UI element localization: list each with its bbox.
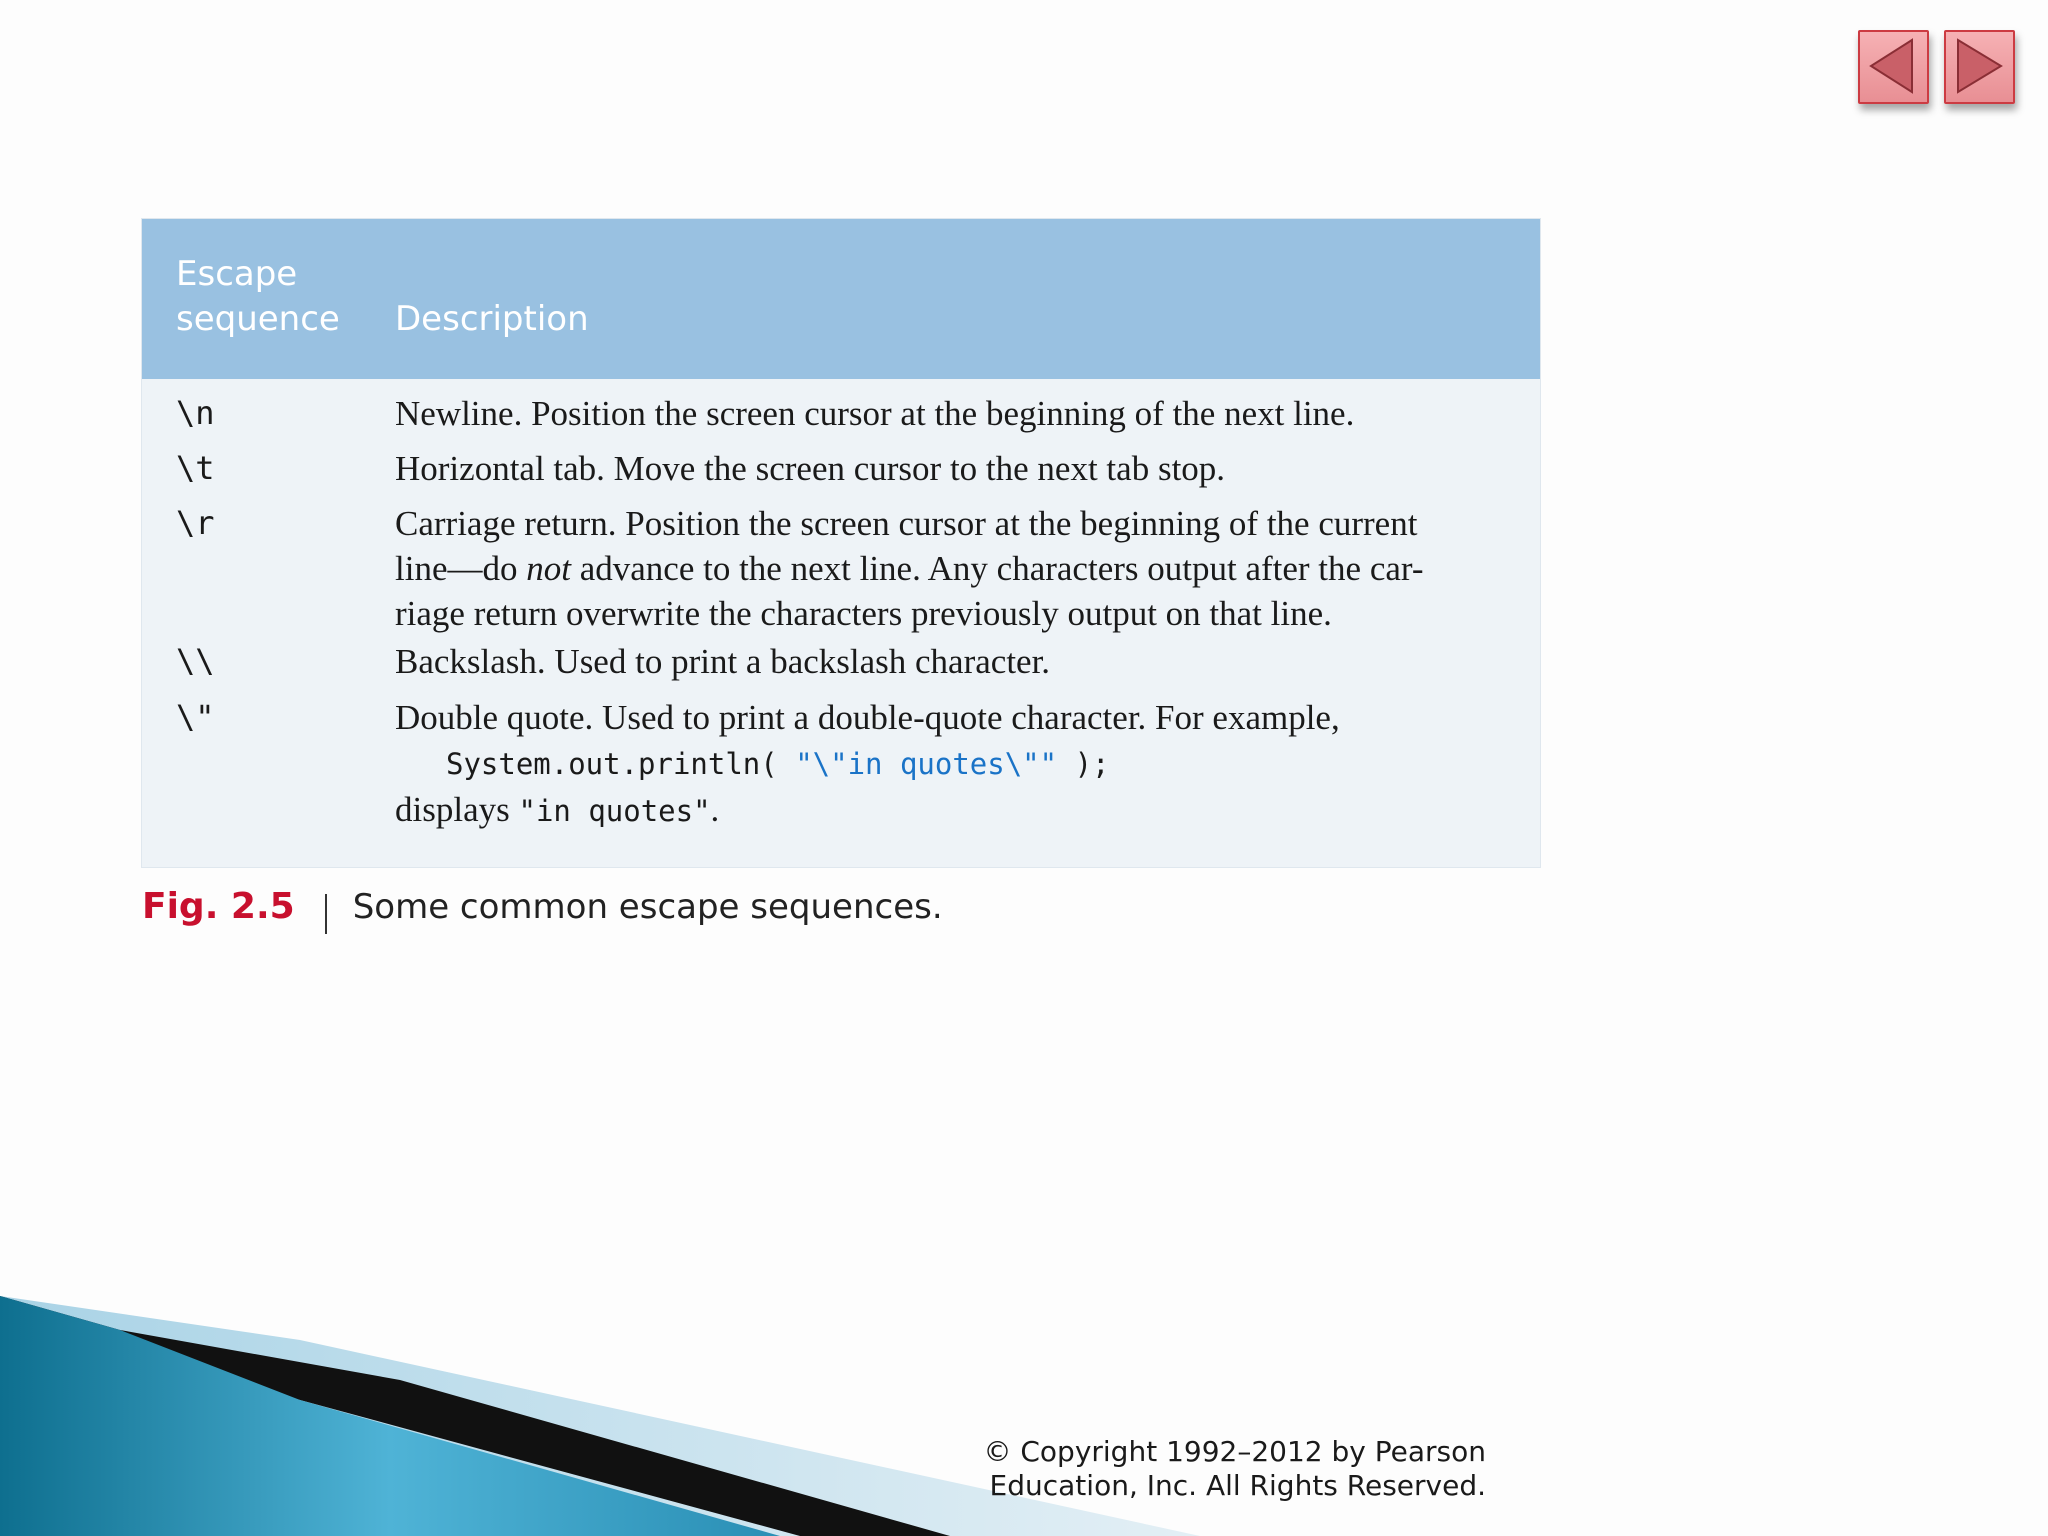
escape-sequence-header bbox=[176, 252, 356, 342]
figure-title: Some common escape sequences. bbox=[352, 887, 943, 927]
row-description: Horizontal tab. Move the screen cursor to the next tab stop. bbox=[395, 449, 1226, 488]
figure-label: Fig. 2.5 bbox=[142, 886, 295, 927]
copyright-notice bbox=[960, 1435, 1486, 1503]
description-line bbox=[395, 546, 1525, 591]
description-text: advance to the next line. Any characters output after the car- bbox=[570, 549, 1424, 588]
row-code: \\ bbox=[176, 642, 215, 680]
table-header bbox=[142, 219, 1540, 379]
row-description bbox=[395, 695, 1525, 834]
row-code: \" bbox=[176, 698, 215, 736]
previous-slide-button[interactable] bbox=[1858, 30, 1929, 104]
row-code: \n bbox=[176, 394, 215, 432]
right-arrow-icon bbox=[1946, 32, 2013, 102]
row-description: Newline. Position the screen cursor at the beginning of the next line. bbox=[395, 394, 1355, 433]
description-emphasis: not bbox=[526, 549, 571, 588]
next-slide-button[interactable] bbox=[1944, 30, 2015, 104]
code-prefix: System.out.println( bbox=[446, 747, 796, 781]
description-line: riage return overwrite the characters previously output on that line. bbox=[395, 594, 1332, 633]
escape-header-line1: Escape bbox=[176, 254, 298, 294]
description-line: Double quote. Used to print a double-quote character. For example, bbox=[395, 698, 1340, 737]
figure-caption bbox=[142, 882, 943, 932]
escape-header-line2: sequence bbox=[176, 299, 340, 339]
copyright-line1: © Copyright 1992–2012 by Pearson bbox=[983, 1435, 1486, 1468]
code-string: "\"in quotes\"" bbox=[795, 747, 1058, 781]
description-header: Description bbox=[395, 299, 589, 339]
description-text: line—do bbox=[395, 549, 527, 588]
copyright-line2: Education, Inc. All Rights Reserved. bbox=[989, 1469, 1486, 1502]
left-arrow-icon bbox=[1860, 32, 1927, 102]
description-text: displays bbox=[395, 790, 519, 829]
escape-sequence-table bbox=[141, 218, 1541, 868]
row-code: \r bbox=[176, 504, 215, 542]
code-example bbox=[395, 740, 1525, 787]
row-description bbox=[395, 501, 1525, 636]
description-text: . bbox=[710, 790, 720, 829]
description-line: Carriage return. Position the screen cursor at the beginning of the current bbox=[395, 504, 1418, 543]
code-suffix: ); bbox=[1057, 747, 1110, 781]
row-code: \t bbox=[176, 449, 215, 487]
caption-divider bbox=[325, 894, 327, 934]
row-description: Backslash. Used to print a backslash character. bbox=[395, 642, 1051, 681]
inline-code: "in quotes" bbox=[518, 794, 711, 828]
description-line bbox=[395, 787, 1525, 834]
